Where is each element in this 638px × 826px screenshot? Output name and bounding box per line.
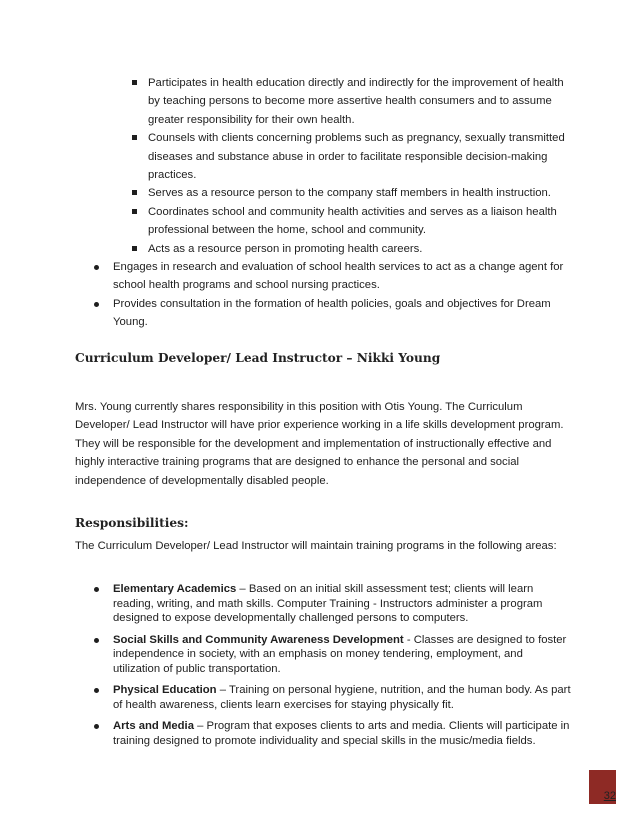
program-text: - Classes are designed to foster independence in society, with an emphasis on money tendering, employment, and utilization of public transportation. bbox=[113, 633, 567, 675]
program-title: Physical Education bbox=[113, 684, 217, 696]
list-item bbox=[113, 683, 573, 712]
program-title: Elementary Academics bbox=[113, 583, 237, 595]
list-item: Coordinates school and community health activities and serves as a liaison health professional between the home, school and community. bbox=[148, 203, 568, 240]
bullet-list bbox=[113, 258, 573, 332]
program-title: Arts and Media bbox=[113, 720, 194, 732]
program-text: – Program that exposes clients to arts and media. Clients will participate in training designed to promote individuality and special skills in the music/media fields. bbox=[113, 720, 570, 747]
list-item bbox=[113, 633, 573, 677]
list-item: Acts as a resource person in promoting health careers. bbox=[148, 240, 568, 258]
program-text: – Training on personal hygiene, nutrition, and the human body. As part of health awareness, clients learn exercises for staying physically fit. bbox=[113, 684, 571, 711]
list-item bbox=[113, 582, 573, 626]
intro-paragraph: Mrs. Young currently shares responsibility in this position with Otis Young. The Curriculum Developer/ Lead Instructor will have prior experience working in a life skills development program. They will be responsible for the development and implementation of instructionally effective and highly interactive training programs that are designed to enhance the personal and social independence of developmentally disabled people. bbox=[75, 401, 564, 487]
page-number: 32 bbox=[603, 790, 616, 802]
list-item bbox=[113, 719, 573, 748]
list-item: Participates in health education directly and indirectly for the improvement of health by teaching persons to become more assertive health consumers and to assume greater responsibility for their own health. bbox=[148, 74, 568, 129]
list-item: Provides consultation in the formation of health policies, goals and objectives for Dream Young. bbox=[113, 295, 573, 332]
sub-bullet-list bbox=[148, 74, 568, 258]
list-item: Counsels with clients concerning problems such as pregnancy, sexually transmitted diseases and substance abuse in order to facilitate responsible decision-making practices. bbox=[148, 129, 568, 184]
responsibilities-heading: Responsibilities: bbox=[75, 516, 189, 530]
program-title: Social Skills and Community Awareness Development bbox=[113, 633, 404, 646]
list-item: Engages in research and evaluation of school health services to act as a change agent for school health programs and school nursing practices. bbox=[113, 258, 573, 295]
section-heading: Curriculum Developer/ Lead Instructor – Nikki Young bbox=[75, 351, 441, 365]
responsibilities-intro: The Curriculum Developer/ Lead Instructor will maintain training programs in the following areas: bbox=[75, 540, 557, 552]
program-text: – Based on an initial skill assessment test; clients will learn reading, writing, and math skills. Computer Training - Instructors administer a program designed to expose developmentally challenged persons to computers. bbox=[113, 583, 543, 624]
list-item: Serves as a resource person to the company staff members in health instruction. bbox=[148, 184, 568, 202]
program-list bbox=[113, 582, 573, 755]
